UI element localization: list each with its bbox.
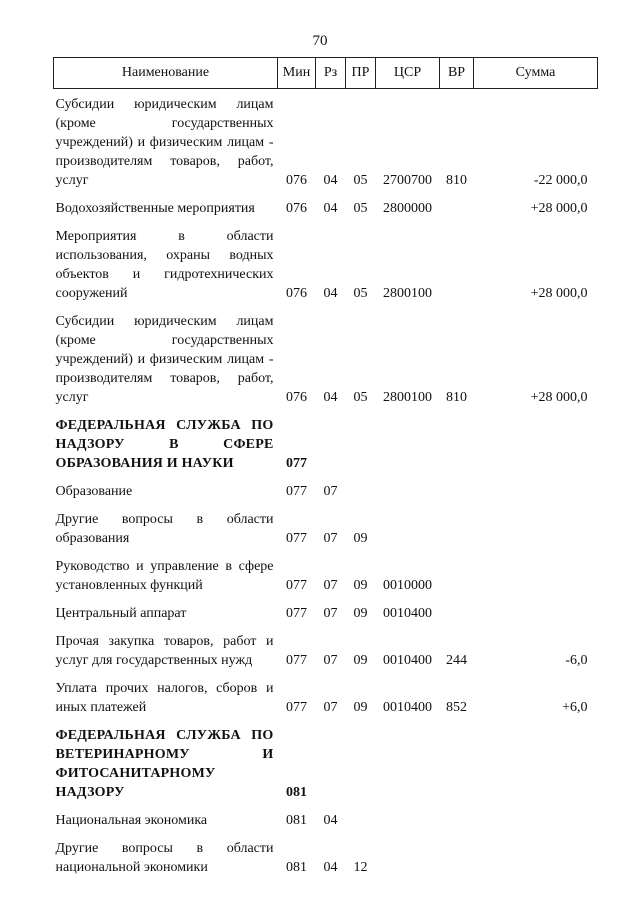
cell-pr: 09	[353, 578, 368, 593]
cell-min: 077	[286, 531, 307, 546]
cell-rz: 04	[323, 173, 338, 188]
cell-min: 081	[286, 785, 307, 800]
cell-pr: 05	[353, 201, 368, 216]
table-row	[54, 89, 598, 191]
cell-pr: 09	[353, 700, 368, 715]
cell-vr	[440, 548, 474, 595]
cell-sum: -22 000,0	[533, 173, 588, 188]
cell-sum	[474, 407, 598, 473]
cell-rz: 07	[323, 606, 338, 621]
cell-pr	[346, 717, 376, 802]
cell-sum	[474, 595, 598, 623]
cell-pr	[346, 407, 376, 473]
cell-name: Мероприятия в области использования, охраны водных объектов и гидротехнических сооружений	[55, 229, 274, 301]
cell-csr: 2800100	[383, 390, 432, 405]
cell-min: 077	[286, 456, 307, 471]
cell-min: 077	[286, 653, 307, 668]
column-header-pr: ПР	[346, 58, 376, 89]
table-row	[54, 548, 598, 595]
cell-sum	[474, 802, 598, 830]
cell-pr	[346, 473, 376, 501]
cell-vr	[440, 802, 474, 830]
cell-rz: 07	[323, 484, 338, 499]
cell-min: 077	[286, 606, 307, 621]
column-header-min: Мин	[278, 58, 316, 89]
cell-min: 076	[286, 173, 307, 188]
cell-name: ФЕДЕРАЛЬНАЯ СЛУЖБА ПО НАДЗОРУ В СФЕРЕ ОБРАЗОВАНИЯ И НАУКИ	[55, 418, 274, 471]
column-header-rz: Рз	[316, 58, 346, 89]
cell-rz: 04	[323, 390, 338, 405]
cell-rz: 07	[323, 578, 338, 593]
table-row-section	[54, 407, 598, 473]
cell-csr: 0010400	[383, 606, 432, 621]
cell-vr	[440, 595, 474, 623]
cell-sum: +6,0	[562, 700, 588, 715]
cell-name: ФЕДЕРАЛЬНАЯ СЛУЖБА ПО ВЕТЕРИНАРНОМУ И ФИТОСАНИТАРНОМУ НАДЗОРУ	[55, 728, 274, 800]
cell-sum: -6,0	[565, 653, 588, 668]
table-header	[54, 58, 598, 89]
cell-vr	[440, 501, 474, 548]
cell-vr: 852	[446, 700, 467, 715]
cell-csr	[376, 717, 440, 802]
cell-min: 081	[286, 860, 307, 875]
cell-rz: 04	[323, 860, 338, 875]
cell-sum	[474, 717, 598, 802]
cell-min: 081	[286, 813, 307, 828]
cell-csr: 2700700	[383, 173, 432, 188]
column-header-name: Наименование	[54, 58, 278, 89]
cell-rz	[316, 717, 346, 802]
table-row	[54, 595, 598, 623]
table-row	[54, 670, 598, 717]
cell-rz: 04	[323, 813, 338, 828]
cell-rz: 04	[323, 286, 338, 301]
cell-rz: 07	[323, 653, 338, 668]
cell-vr	[440, 190, 474, 218]
cell-pr: 12	[353, 860, 368, 875]
cell-csr	[376, 802, 440, 830]
cell-pr: 05	[353, 390, 368, 405]
cell-rz	[316, 407, 346, 473]
cell-sum: +28 000,0	[530, 390, 588, 405]
table-row	[54, 218, 598, 303]
cell-name: Национальная экономика	[55, 813, 208, 828]
cell-sum	[474, 501, 598, 548]
cell-pr: 05	[353, 286, 368, 301]
cell-min: 076	[286, 390, 307, 405]
column-header-sum: Сумма	[474, 58, 598, 89]
cell-vr	[440, 830, 474, 877]
cell-min: 076	[286, 201, 307, 216]
table-row-section	[54, 717, 598, 802]
cell-sum	[474, 830, 598, 877]
cell-pr: 09	[353, 531, 368, 546]
cell-csr: 0010000	[383, 578, 432, 593]
cell-rz: 07	[323, 700, 338, 715]
cell-sum	[474, 473, 598, 501]
cell-name: Образование	[55, 484, 133, 499]
cell-sum: +28 000,0	[530, 286, 588, 301]
cell-csr	[376, 407, 440, 473]
cell-csr	[376, 830, 440, 877]
table-body	[54, 89, 598, 878]
cell-vr: 810	[446, 390, 467, 405]
cell-rz: 04	[323, 201, 338, 216]
table-row	[54, 830, 598, 877]
budget-table	[53, 57, 598, 877]
cell-min: 077	[286, 700, 307, 715]
cell-pr	[346, 802, 376, 830]
cell-csr: 2800100	[383, 286, 432, 301]
table-row	[54, 473, 598, 501]
cell-csr: 0010400	[383, 700, 432, 715]
cell-min: 077	[286, 578, 307, 593]
cell-min: 077	[286, 484, 307, 499]
cell-name: Субсидии юридическим лицам (кроме государственных учреждений) и физическим лицам - производителям товаров, работ, услуг	[55, 97, 274, 188]
table-row	[54, 802, 598, 830]
cell-vr	[440, 218, 474, 303]
cell-min: 076	[286, 286, 307, 301]
column-header-csr: ЦСР	[376, 58, 440, 89]
cell-name: Другие вопросы в области образования	[55, 512, 274, 546]
cell-name: Центральный аппарат	[55, 606, 187, 621]
cell-pr: 09	[353, 606, 368, 621]
table-row	[54, 190, 598, 218]
cell-sum: +28 000,0	[530, 201, 588, 216]
cell-sum	[474, 548, 598, 595]
cell-pr: 05	[353, 173, 368, 188]
table-row	[54, 501, 598, 548]
table-row	[54, 623, 598, 670]
cell-name: Водохозяйственные мероприятия	[55, 201, 255, 216]
cell-name: Прочая закупка товаров, работ и услуг для государственных нужд	[55, 634, 274, 668]
column-header-vr: ВР	[440, 58, 474, 89]
table-row	[54, 303, 598, 407]
cell-name: Другие вопросы в области национальной экономики	[55, 841, 274, 875]
cell-name: Руководство и управление в сфере установленных функций	[55, 559, 274, 593]
cell-rz: 07	[323, 531, 338, 546]
cell-name: Субсидии юридическим лицам (кроме государственных учреждений) и физическим лицам - производителям товаров, работ, услуг	[55, 314, 274, 405]
cell-csr	[376, 501, 440, 548]
cell-vr	[440, 407, 474, 473]
cell-vr: 810	[446, 173, 467, 188]
cell-csr	[376, 473, 440, 501]
page-number: 70	[312, 33, 328, 49]
cell-vr	[440, 473, 474, 501]
cell-vr	[440, 717, 474, 802]
cell-csr: 2800000	[383, 201, 432, 216]
cell-csr: 0010400	[383, 653, 432, 668]
cell-pr: 09	[353, 653, 368, 668]
cell-vr: 244	[446, 653, 467, 668]
cell-name: Уплата прочих налогов, сборов и иных платежей	[55, 681, 274, 715]
